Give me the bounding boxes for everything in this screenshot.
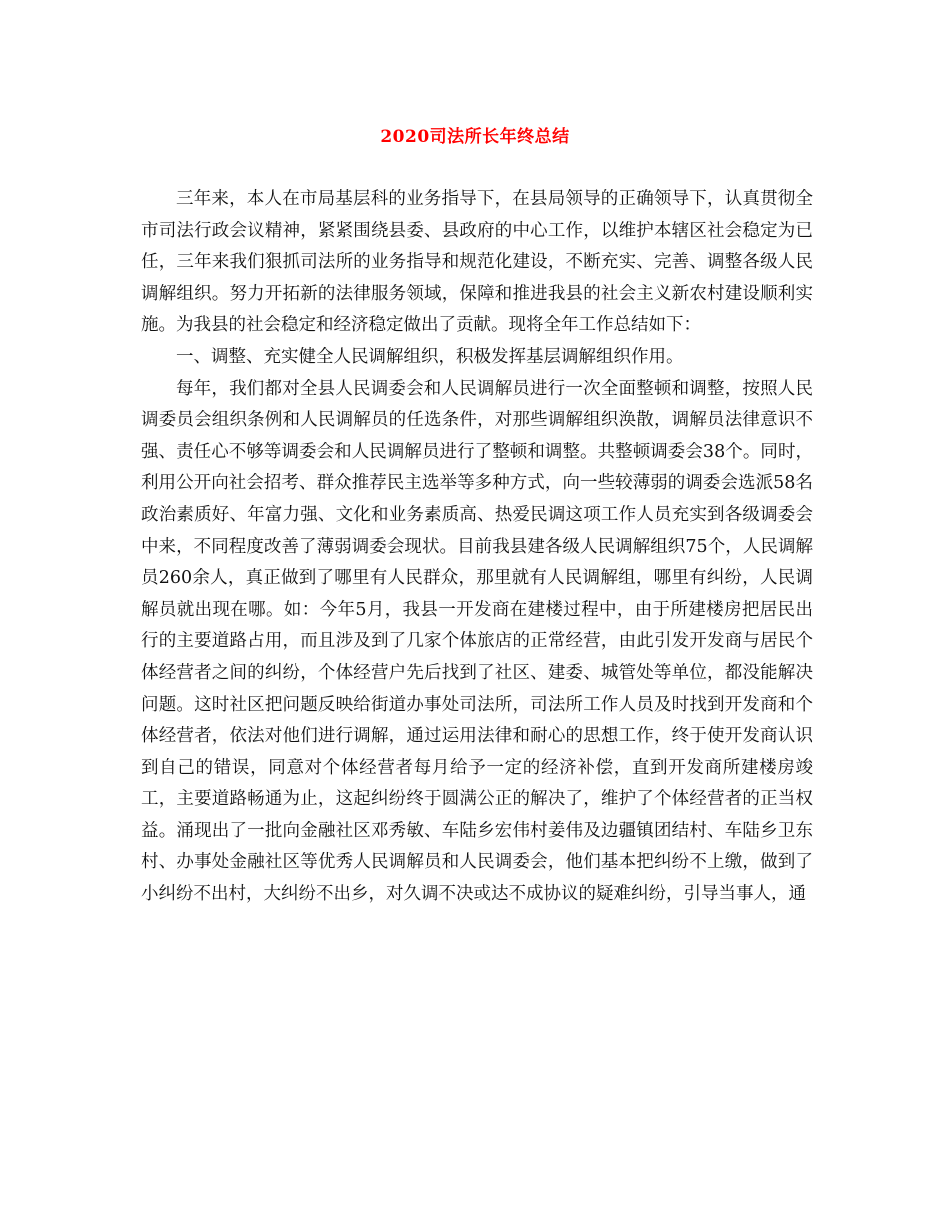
document-body (141, 184, 813, 911)
section-heading-1: 一、调整、充实健全人民调解组织，积极发挥基层调解组织作用。 (176, 346, 684, 367)
body-paragraph-intro: 三年来，本人在市局基层科的业务指导下，在县局领导的正确领导下，认真贯彻全市司法行政会议精神，紧紧围绕县委、县政府的中心工作，以维护本辖区社会稳定为已任，三年来我们狠抓司法所的业务指导和规范化建设，不断充实、完善、调整各级人民调解组织。努力开拓新的法律服务领域，保障和推进我县的社会主义新农村建设顺利实施。为我县的社会稳定和经济稳定做出了贡献。现将全年工作总结如下： (141, 189, 813, 336)
document-title: 2020司法所长年终总结 (380, 127, 570, 147)
body-paragraph-mediation: 每年，我们都对全县人民调委会和人民调解员进行一次全面整顿和调整，按照人民调委员会组织条例和人民调解员的任选条件，对那些调解组织涣散，调解员法律意识不强、责任心不够等调委会和人民调解员进行了整顿和调整。共整顿调委会38个。同时，利用公开向社会招考、群众推荐民主选举等多种方式，向一些较薄弱的调委会选派58名政治素质好、年富力强、文化和业务素质高、热爱民调这项工作人员充实到各级调委会中来，不同程度改善了薄弱调委会现状。目前我县建各级人民调解组织75个，人民调解员260余人，真正做到了哪里有人民群众，那里就有人民调解组，哪里有纠纷，人民调解员就出现在哪。如：今年5月，我县一开发商在建楼过程中，由于所建楼房把居民出行的主要道路占用，而且涉及到了几家个体旅店的正常经营，由此引发开发商与居民个体经营者之间的纠纷，个体经营户先后找到了社区、建委、城管处等单位，都没能解决问题。这时社区把问题反映给街道办事处司法所，司法所工作人员及时找到开发商和个体经营者，依法对他们进行调解，通过运用法律和耐心的思想工作，终于使开发商认识到自己的错误，同意对个体经营者每月给予一定的经济补偿，直到开发商所建楼房竣工，主要道路畅通为止，这起纠纷终于圆满公正的解决了，维护了个体经营者的正当权益。涌现出了一批向金融社区邓秀敏、车陆乡宏伟村姜伟及边疆镇团结村、车陆乡卫东村、办事处金融社区等优秀人民调解员和人民调委会，他们基本把纠纷不上缴，做到了小纠纷不出村，大纠纷不出乡，对久调不决或达不成协议的疑难纠纷，引导当事人，通 (141, 378, 813, 905)
